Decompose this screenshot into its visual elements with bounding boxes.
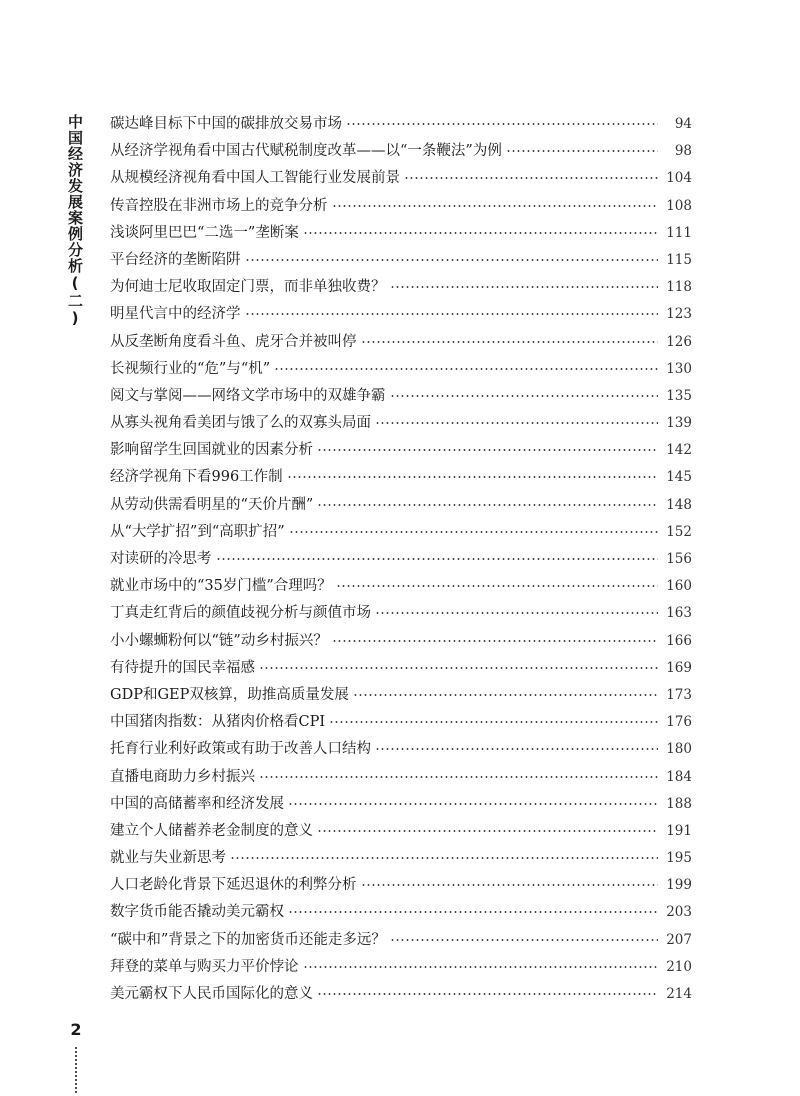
toc-entry-title: 就业市场中的“35岁门槛”合理吗？ xyxy=(110,578,332,595)
toc-entry[interactable] xyxy=(110,982,692,1009)
toc-entry-title: GDP和GEP双核算，助推高质量发展 xyxy=(110,686,349,703)
dot-leader xyxy=(288,911,658,913)
toc-entry[interactable] xyxy=(110,656,692,683)
toc-entry[interactable] xyxy=(110,357,692,384)
toc-entry-page: 108 xyxy=(666,197,692,214)
dot-leader xyxy=(375,422,658,424)
dot-leader xyxy=(375,612,658,614)
toc-entry-page: 111 xyxy=(666,224,692,241)
dot-leader xyxy=(336,585,658,587)
toc-entry-title: 长视频行业的“危”与“机” xyxy=(110,360,271,377)
toc-entry-page: 163 xyxy=(666,605,692,622)
dot-leader xyxy=(361,341,659,343)
dot-leader xyxy=(404,177,658,179)
table-of-contents xyxy=(110,112,692,1009)
dot-leader xyxy=(288,803,658,805)
toc-entry-page: 210 xyxy=(666,958,692,975)
toc-entry-title: 浅谈阿里巴巴“二选一”垄断案 xyxy=(110,224,299,241)
toc-entry-page: 191 xyxy=(666,822,692,839)
toc-entry[interactable] xyxy=(110,302,692,329)
toc-entry[interactable] xyxy=(110,601,692,628)
dot-leader xyxy=(361,884,659,886)
toc-entry-title: 从劳动供需看明星的“天价片酬” xyxy=(110,496,314,513)
dot-leader xyxy=(216,558,659,560)
toc-entry[interactable] xyxy=(110,765,692,792)
toc-entry-page: 214 xyxy=(666,986,692,1002)
toc-entry-title: 有待提升的国民幸福感 xyxy=(110,659,255,676)
toc-entry[interactable] xyxy=(110,194,692,221)
dot-leader xyxy=(390,395,659,397)
toc-entry[interactable] xyxy=(110,411,692,438)
dot-leader xyxy=(259,776,658,778)
dot-leader xyxy=(375,748,658,750)
dot-leader xyxy=(317,504,658,506)
dot-leader xyxy=(259,667,658,669)
toc-entry-page: 126 xyxy=(666,333,692,350)
toc-entry[interactable] xyxy=(110,928,692,955)
folio-dotted-rule xyxy=(75,1046,77,1094)
toc-entry-title: 美元霸权下人民币国际化的意义 xyxy=(110,986,313,1002)
toc-entry-page: 169 xyxy=(666,659,692,676)
dot-leader xyxy=(303,232,658,234)
toc-entry-title: 明星代言中的经济学 xyxy=(110,306,241,323)
toc-entry-page: 195 xyxy=(666,850,692,867)
toc-entry[interactable] xyxy=(110,438,692,465)
toc-entry-title: 对读研的冷思考 xyxy=(110,551,212,567)
toc-entry-title: 传音控股在非洲市场上的竞争分析 xyxy=(110,197,328,214)
toc-entry[interactable] xyxy=(110,792,692,819)
toc-entry-title: 中国的高储蓄率和经济发展 xyxy=(110,795,284,812)
toc-entry-page: 207 xyxy=(666,931,692,948)
toc-entry-page: 184 xyxy=(666,768,692,785)
toc-entry-title: 丁真走红背后的颜值歧视分析与颜值市场 xyxy=(110,605,371,622)
toc-entry[interactable] xyxy=(110,683,692,710)
toc-entry-page: 115 xyxy=(666,251,692,268)
toc-entry[interactable] xyxy=(110,248,692,275)
toc-entry-title: 从“大学扩招”到“高职扩招” xyxy=(110,523,285,540)
toc-entry-page: 118 xyxy=(666,279,692,296)
toc-entry-title: 从寡头视角看美团与饿了么的双寡头局面 xyxy=(110,415,371,432)
toc-entry-title: 从反垄断角度看斗鱼、虎牙合并被叫停 xyxy=(110,333,357,350)
toc-entry[interactable] xyxy=(110,384,692,411)
dot-leader xyxy=(317,993,658,995)
toc-entry[interactable] xyxy=(110,873,692,900)
dot-leader xyxy=(317,449,658,451)
toc-entry[interactable] xyxy=(110,139,692,166)
dot-leader xyxy=(303,966,659,968)
toc-entry[interactable] xyxy=(110,955,692,982)
toc-entry-page: 145 xyxy=(666,469,692,486)
toc-entry-title: 直播电商助力乡村振兴 xyxy=(110,768,255,785)
toc-entry-title: 人口老龄化背景下延迟退休的利弊分析 xyxy=(110,877,357,894)
toc-entry[interactable] xyxy=(110,166,692,193)
toc-entry-title: 数字货币能否撬动美元霸权 xyxy=(110,904,284,921)
page-number: 2 xyxy=(70,1020,82,1039)
toc-entry[interactable] xyxy=(110,846,692,873)
dot-leader xyxy=(390,286,659,288)
toc-entry-page: 180 xyxy=(666,741,692,758)
toc-entry[interactable] xyxy=(110,710,692,737)
dot-leader xyxy=(332,205,659,207)
toc-entry-page: 160 xyxy=(666,578,692,595)
dot-leader xyxy=(245,313,659,315)
toc-entry-title: 影响留学生回国就业的因素分析 xyxy=(110,442,313,459)
toc-entry-page: 130 xyxy=(666,360,692,377)
toc-entry[interactable] xyxy=(110,465,692,492)
dot-leader xyxy=(390,939,658,941)
dot-leader xyxy=(289,531,658,533)
toc-entry[interactable] xyxy=(110,629,692,656)
toc-entry-page: 148 xyxy=(666,496,692,513)
dot-leader xyxy=(353,694,658,696)
toc-entry[interactable] xyxy=(110,221,692,248)
toc-entry-title: 建立个人储蓄养老金制度的意义 xyxy=(110,822,313,839)
toc-entry-title: 托育行业利好政策或有助于改善人口结构 xyxy=(110,741,371,758)
toc-entry-page: 176 xyxy=(666,714,692,731)
toc-entry-title: 就业与失业新思考 xyxy=(110,850,226,867)
toc-entry-page: 135 xyxy=(666,387,692,404)
dot-leader xyxy=(317,830,658,832)
dot-leader xyxy=(329,721,658,723)
dot-leader xyxy=(287,476,658,478)
toc-entry-page: 173 xyxy=(666,686,692,703)
toc-entry[interactable] xyxy=(110,493,692,520)
toc-entry[interactable] xyxy=(110,574,692,601)
toc-entry-page: 199 xyxy=(666,877,692,894)
toc-entry-title: 碳达峰目标下中国的碳排放交易市场 xyxy=(110,116,342,132)
toc-entry[interactable] xyxy=(110,900,692,927)
toc-entry-title: 平台经济的垄断陷阱 xyxy=(110,251,241,268)
toc-entry-title: 从规模经济视角看中国人工智能行业发展前景 xyxy=(110,170,400,187)
toc-entry-page: 166 xyxy=(666,632,692,649)
toc-entry[interactable] xyxy=(110,112,692,139)
dot-leader xyxy=(274,368,658,370)
toc-entry-title: 拜登的菜单与购买力平价悖论 xyxy=(110,958,299,975)
running-book-title: 中国经济发展案例分析(二) xyxy=(66,114,84,328)
dot-leader xyxy=(346,123,658,125)
toc-entry-page: 104 xyxy=(666,170,692,187)
toc-entry-page: 188 xyxy=(666,795,692,812)
dot-leader xyxy=(245,259,659,261)
toc-entry-page: 156 xyxy=(666,551,692,567)
toc-entry-title: “碳中和”背景之下的加密货币还能走多远？ xyxy=(110,931,386,948)
dot-leader xyxy=(332,640,658,642)
toc-entry-page: 123 xyxy=(666,306,692,323)
dot-leader xyxy=(506,150,658,152)
toc-entry-page: 94 xyxy=(674,116,692,132)
toc-entry[interactable] xyxy=(110,520,692,547)
toc-entry-title: 为何迪士尼收取固定门票，而非单独收费？ xyxy=(110,279,386,296)
toc-entry-page: 139 xyxy=(666,415,692,432)
toc-entry-title: 从经济学视角看中国古代赋税制度改革——以“一条鞭法”为例 xyxy=(110,143,502,160)
dot-leader xyxy=(230,857,658,859)
toc-entry-title: 小小螺蛳粉何以“链”动乡村振兴？ xyxy=(110,632,328,649)
toc-entry[interactable] xyxy=(110,819,692,846)
toc-entry-title: 阅文与掌阅——网络文学市场中的双雄争霸 xyxy=(110,387,386,404)
toc-entry-title: 经济学视角下看996工作制 xyxy=(110,469,283,486)
toc-entry[interactable] xyxy=(110,737,692,764)
toc-entry[interactable] xyxy=(110,330,692,357)
toc-entry-page: 142 xyxy=(666,442,692,459)
toc-entry-title: 中国猪肉指数：从猪肉价格看CPI xyxy=(110,714,326,731)
toc-entry[interactable] xyxy=(110,275,692,302)
toc-entry[interactable] xyxy=(110,547,692,574)
toc-entry-page: 203 xyxy=(666,904,692,921)
toc-entry-page: 98 xyxy=(674,143,692,160)
toc-entry-page: 152 xyxy=(666,523,692,540)
